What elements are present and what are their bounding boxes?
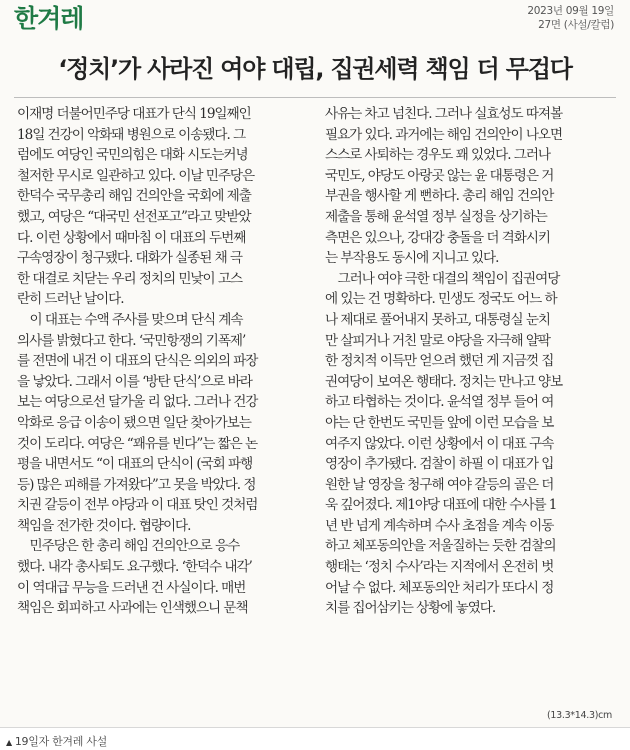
body-text-line: 스스로 사퇴하는 경우도 꽤 있었다. 그러나: [325, 147, 551, 164]
body-text-line: 의사를 밝혔다고 한다. ‘국민항쟁의 기폭제’: [17, 332, 246, 349]
body-column-right: [325, 104, 612, 619]
body-text-line: 치를 집어삼키는 상황에 놓였다.: [325, 600, 496, 617]
body-text-line: 했고, 여당은 “대국민 선전포고”라고 맞받았: [17, 208, 251, 225]
body-text-line: 구속영장이 청구됐다. 대화가 실종된 채 극: [17, 250, 243, 267]
body-text-line: 악화로 응급 이송이 됐으면 일단 찾아가보는: [17, 414, 251, 431]
body-column-left: [17, 104, 304, 619]
body-text-line: 만 살피거나 거친 말로 야당을 자극해 얄팍: [325, 332, 551, 349]
body-text-line: 등) 많은 피해를 가져왔다”고 못을 박았다. 정: [17, 476, 256, 493]
triangle-up-icon: ▲: [6, 738, 12, 747]
body-text-line: 욱 깊어졌다. 제1야당 대표에 대한 수사를 1: [325, 497, 557, 514]
body-text-line: 야는 단 한번도 국민들 앞에 이런 모습을 보: [325, 414, 554, 431]
body-text-line: 행태는 ‘정치 수사’라는 지적에서 온전히 벗: [325, 559, 554, 576]
body-text-line: 했다. 내각 총사퇴도 요구했다. ‘한덕수 내각’: [17, 559, 252, 576]
body-text-line: 년 반 넘게 계속하며 수사 초점을 계속 이동: [325, 517, 554, 534]
body-text-line: 한 정치적 이득만 얻으려 했던 게 지금껏 집: [325, 353, 554, 370]
body-text-line: 을 낳았다. 그래서 이를 ‘방탄 단식’으로 바라: [17, 373, 252, 390]
body-text-line: 여주지 않았다. 이런 상황에서 이 대표 구속: [325, 435, 554, 452]
body-text-line: 를 전면에 내건 이 대표의 단식은 의외의 파장: [17, 353, 258, 370]
body-text-line: 한덕수 국무총리 해임 건의안을 국회에 제출: [17, 188, 251, 205]
body-text-line: 보는 여당으로선 달가울 리 없다. 그러나 건강: [17, 394, 258, 411]
caption-text: 19일자 한겨레 사설: [14, 735, 107, 748]
body-text-line: 에 있는 건 명확하다. 민생도 정국도 어느 하: [325, 291, 557, 308]
body-text-line: 것이 도리다. 여당은 “꽤유를 빈다”는 짧은 논: [17, 435, 258, 452]
publication-page: 27면 (사설/칼럼): [538, 19, 614, 31]
body-text-line: 이 역대급 무능을 드러낸 건 사실이다. 매번: [17, 579, 246, 596]
body-text-line: 치권 갈등이 전부 야당과 이 대표 탓인 것처럼: [17, 497, 258, 514]
body-text-line: 사유는 차고 넘친다. 그러나 실효성도 따져볼: [325, 106, 563, 122]
body-text-line: 철저한 무시로 일관하고 있다. 이날 민주당은: [17, 167, 255, 184]
body-text-line: 측면은 있으나, 강대강 충돌을 더 격화시키: [325, 229, 551, 246]
body-text-line: 나 제대로 풀어내지 못하고, 대통령실 눈치: [325, 311, 551, 328]
body-text-line: 그러나 여야 극한 대결의 책임이 집권여당: [325, 270, 560, 287]
publication-info: [527, 4, 614, 32]
body-text-line: 다. 이런 상황에서 때마침 이 대표의 두번째: [17, 229, 246, 246]
clipping-header: [0, 0, 630, 48]
headline-divider: [14, 97, 616, 98]
body-text-line: 란히 드러난 날이다.: [17, 291, 124, 308]
body-text-line: 원한 날 영장을 청구해 여야 갈등의 골은 더: [325, 476, 554, 493]
body-text-line: 한 대결로 치닫는 우리 정치의 민낯이 고스: [17, 270, 243, 287]
body-text-line: 18일 건강이 악화돼 병원으로 이송됐다. 그: [17, 126, 246, 143]
body-text-line: 이 대표는 수액 주사를 맞으며 단식 계속: [17, 311, 243, 328]
body-text-line: 필요가 있다. 과거에는 해임 건의안이 나오면: [325, 126, 563, 143]
body-text-line: 민주당은 한 총리 해임 건의안으로 응수: [17, 538, 240, 555]
body-text-line: 영장이 추가됐다. 검찰이 하필 이 대표가 입: [325, 456, 554, 473]
body-text-line: 권여당이 보여온 행태다. 정치는 만나고 양보: [325, 373, 563, 390]
body-text-line: 이재명 더불어민주당 대표가 단식 19일째인: [17, 106, 251, 122]
body-text-line: 부권을 행사할 게 뻔하다. 총리 해임 건의안: [325, 188, 554, 205]
body-text-line: 어날 수 없다. 체포동의안 처리가 또다시 정: [325, 579, 554, 596]
body-text-line: 하고 타협하는 것이다. 윤석열 정부 들어 여: [325, 394, 554, 411]
body-text-line: 평을 내면서도 “이 대표의 단식이 (국회 파행: [17, 456, 253, 473]
image-caption: [6, 735, 107, 750]
body-text-line: 책임을 전가한 것이다. 협량이다.: [17, 517, 191, 534]
newspaper-logo: 한겨레: [14, 4, 84, 33]
publication-date: 2023년 09월 19일: [527, 5, 614, 17]
article-size-note: (13.3*14.3)cm: [546, 710, 612, 721]
body-text-line: 제출을 통해 윤석열 정부 실정을 상기하는: [325, 208, 547, 225]
body-text-line: 는 부작용도 동시에 지니고 있다.: [325, 250, 499, 267]
body-text-line: 하고 체포동의안을 저울질하는 듯한 검찰의: [325, 538, 556, 555]
body-text-line: 럼에도 여당인 국민의힘은 대화 시도는커녕: [17, 147, 248, 164]
body-text-line: 책임은 회피하고 사과에는 인색했으니 문책: [17, 600, 248, 617]
editorial-headline: ‘정치’가 사라진 여야 대립, 집권세력 책임 더 무겁다: [58, 55, 572, 83]
body-text-line: 국민도, 야당도 아랑곳 않는 윤 대통령은 거: [325, 167, 554, 184]
